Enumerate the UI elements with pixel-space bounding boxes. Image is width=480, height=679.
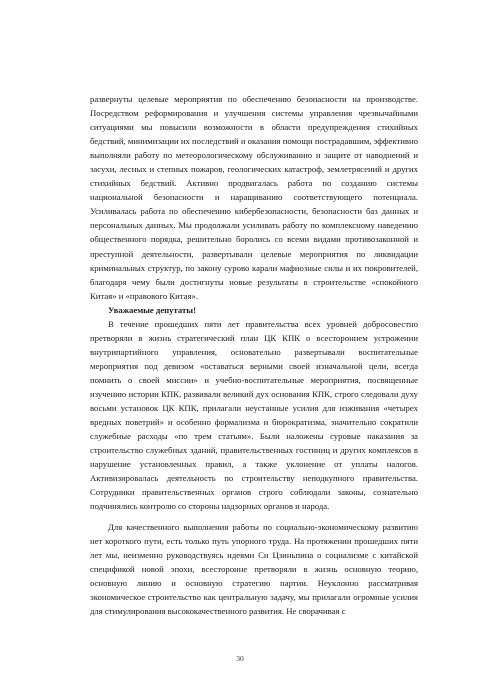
salutation-heading: Уважаемые депутаты!: [108, 304, 196, 315]
text-column-upper: [90, 92, 418, 513]
page-number: 30: [236, 654, 244, 663]
paragraph-continued: развернуты целевые мероприятия по обеспечению безопасности на производстве. Посредством реформирования и улучшения системы управления чрезвычайными ситуациями мы повысили возможности в области предупреждения стихийных бедствий, минимизации их последствий и оказания помощи пострадавшим, эффективно выполняли работу по метеорологическому обслуживанию и защите от наводнений и засухи, лесных и степных пожаров, геологических катастроф, землетрясений и других стихийных бедствий. Активно продвигалась работа по созданию системы национальной безопасности и наращиванию соответствующего потенциала. Усиливалась работа по обеспечению кибербезопасности, безопасности баз данных и персональных данных. Мы продолжали усиливать работу по комплексному наведению общественного порядка, решительно боролись со всеми видами противозаконной и преступной деятельности, развертывали целевые мероприятия по ликвидации криминальных структур, по закону сурово карали мафиозные силы и их покровителей, благодаря чему были достигнуты новые результаты в строительстве «спокойного Китая» и «правового Китая».: [90, 94, 418, 301]
text-column-lower: [90, 520, 418, 618]
paragraph-socioeconomic-development: Для качественного выполнения работы по социально-экономическому развитию нет короткого пути, есть только путь упорного труда. На протяжении прошедших пяти лет мы, неизменно руководствуясь идеями Си Цзиньпина о социализме с китайской спецификой новой эпохи, всесторонне претворяли в жизнь основную теорию, основную линию и основную стратегию партии. Неуклонно рассматривая экономическое строительство как центральную задачу, мы прилагали огромные усилия для стимулирования высококачественного развития. Не сворачивая с: [90, 522, 418, 617]
paragraph-government-discipline: В течение прошедших пяти лет правительства всех уровней добросовестно претворяли в жизнь стратегический план ЦК КПК о всестороннем устрожении внутрипартийного управления, основательно развертывали воспитательные мероприятия под девизом «оставаться верными своей изначальной цели, всегда помнить о своей миссии» и учебно-воспитательные мероприятия, посвященные изучению истории КПК, развивали великий дух основания КПК, строго следовали духу восьми установок ЦК КПК, прилагали неустанные усилия для изживания «четырех вредных поветрий» и особенно формализма и бюрократизма, значительно сократили служебные расходы «по трем статьям». Были наложены суровые наказания за строительство служебных зданий, правительственных гостиниц и других комплексов в нарушение установленных правил, а также уклонение от уплаты налогов. Активизировалась деятельность по строительству неподкупного правительства. Сотрудники правительственных органов строго соблюдали законы, сознательно подчинялись контролю со стороны надзорных органов и народа.: [90, 318, 418, 512]
